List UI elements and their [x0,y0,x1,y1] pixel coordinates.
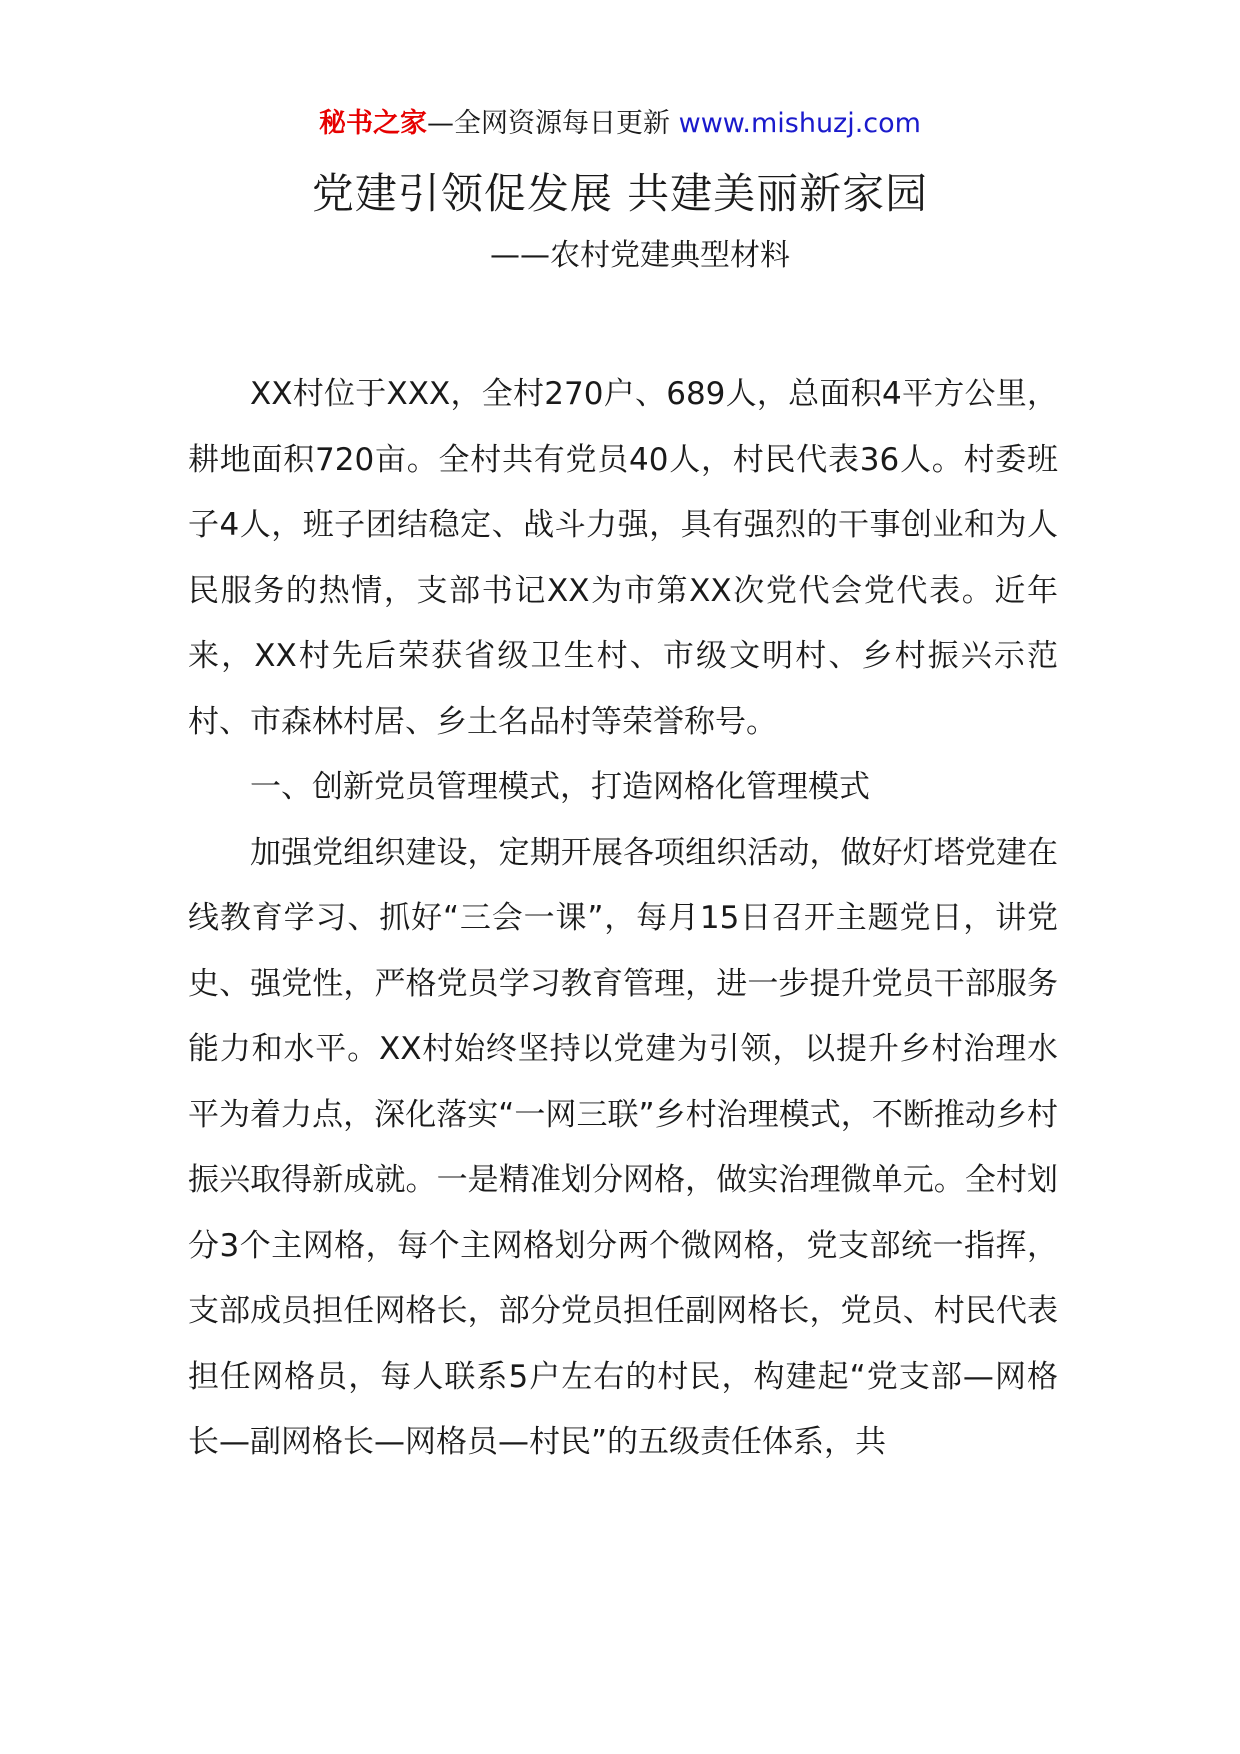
site-header [0,104,1240,144]
document-subtitle: ——农村党建典型材料 [490,238,790,273]
site-brand: 秘书之家 [319,108,428,139]
intro-paragraph: XX村位于XXX，全村270户、689人，总面积4平方公里，耕地面积720亩。全村共有党员40人，村民代表36人。村委班子4人，班子团结稳定、战斗力强，具有强烈的干事创业和为人民服务的热情，支部书记XX为市第XX次党代会党代表。近年来，XX村先后荣获省级卫生村、市级文明村、乡村振兴示范村、市森林村居、乡土名品村等荣誉称号。 [188,376,1058,740]
section-heading-1: 一、创新党员管理模式，打造网格化管理模式 [250,769,870,805]
document-body [188,362,1058,1476]
site-url-link[interactable]: www.mishuzj.com [678,108,921,139]
section-1-paragraph: 加强党组织建设，定期开展各项组织活动，做好灯塔党建在线教育学习、抓好“三会一课”，每月15日召开主题党日，讲党史、强党性，严格党员学习教育管理，进一步提升党员干部服务能力和水平。XX村始终坚持以党建为引领，以提升乡村治理水平为着力点，深化落实“一网三联”乡村治理模式，不断推动乡村振兴取得新成就。一是精准划分网格，做实治理微单元。全村划分3个主网格，每个主网格划分两个微网格，党支部统一指挥，支部成员担任网格长，部分党员担任副网格长，党员、村民代表担任网格员，每人联系5户左右的村民，构建起“党支部—网格长—副网格长—网格员—村民”的五级责任体系，共 [188,834,1058,1460]
site-slogan: —全网资源每日更新 [427,108,671,139]
document-title: 党建引领促发展 共建美丽新家园 [311,169,929,218]
